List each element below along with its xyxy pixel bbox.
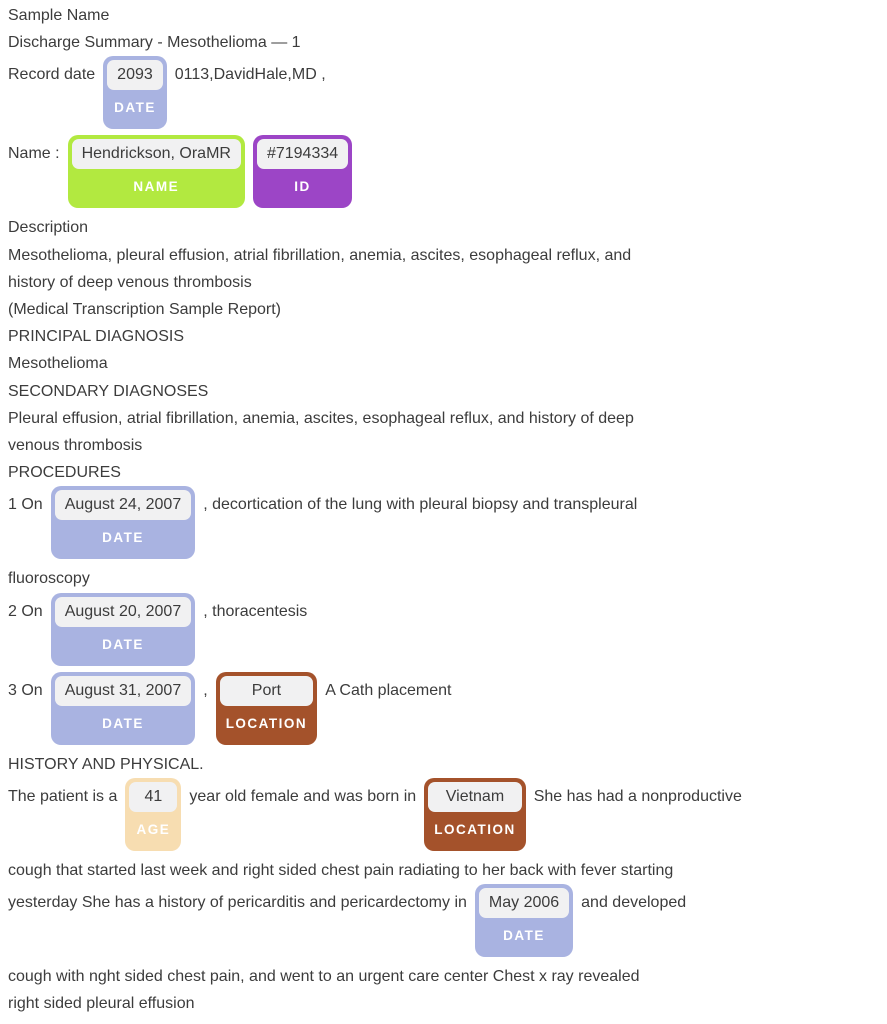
text-line [8,565,887,592]
text-line [8,432,887,459]
entity-label: AGE [136,821,171,837]
text-segment: and developed [581,894,687,912]
entity-value: 2093 [107,60,163,90]
entity-chip-age[interactable] [125,778,181,851]
text-segment: Name : [8,145,60,163]
text-line [8,990,887,1017]
entity-value: Vietnam [428,782,522,812]
text-segment: SECONDARY DIAGNOSES [8,382,209,400]
entity-label: DATE [114,100,156,116]
text-line [8,269,887,296]
text-line [8,242,887,269]
text-segment: yesterday She has a history of pericarditis and pericardectomy in [8,894,467,912]
text-segment: cough that started last week and right sided chest pain radiating to her back with fever starting [8,861,674,879]
text-line [8,751,887,778]
entity-chip-date[interactable] [51,486,196,559]
text-line [8,459,887,486]
text-segment: , thoracentesis [203,602,308,620]
entity-label: DATE [102,636,144,652]
text-segment: (Medical Transcription Sample Report) [8,301,281,319]
text-segment: HISTORY AND PHYSICAL. [8,755,204,773]
entity-label: NAME [133,179,180,195]
text-line [8,405,887,432]
text-segment: Sample Name [8,7,110,24]
text-segment: The patient is a [8,787,118,805]
text-segment: 0113,DavidHale,MD , [174,66,326,84]
text-segment: Description [8,219,89,237]
text-segment: fluoroscopy [8,570,90,588]
entity-value: August 20, 2007 [55,597,192,627]
text-line [8,672,887,745]
text-line [8,135,887,208]
entity-value: 41 [129,782,177,812]
text-segment: 3 On [8,681,43,699]
text-line [8,214,887,241]
text-line [8,486,887,559]
text-line [8,778,887,851]
text-line [8,857,887,884]
entity-chip-location[interactable] [424,778,526,851]
entity-value: May 2006 [479,888,569,918]
text-line [8,963,887,990]
entity-value: Port [220,676,314,706]
entity-label: LOCATION [225,715,308,731]
text-segment: Mesothelioma, pleural effusion, atrial fibrillation, anemia, ascites, esophageal reflux, and [8,246,632,264]
text-line [8,378,887,405]
text-segment: Discharge Summary - Mesothelioma — 1 [8,34,301,52]
entity-value: Hendrickson, OraMR [72,139,241,169]
text-line [8,323,887,350]
text-line [8,56,887,129]
text-segment: history of deep venous thrombosis [8,273,252,291]
text-line [8,593,887,666]
entity-chip-date[interactable] [51,672,196,745]
entity-chip-date[interactable] [475,884,573,957]
entity-chip-name[interactable] [68,135,245,208]
entity-chip-date[interactable] [103,56,167,129]
entity-value: August 31, 2007 [55,676,192,706]
text-segment: venous thrombosis [8,437,143,455]
text-segment: Pleural effusion, atrial fibrillation, anemia, ascites, esophageal reflux, and history of deep [8,409,634,427]
text-line [8,2,887,29]
text-segment: Record date [8,66,96,84]
text-segment: right sided pleural effusion [8,995,195,1013]
entity-label: ID [294,179,311,195]
text-line [8,296,887,323]
text-segment: Mesothelioma [8,355,108,373]
text-segment: She has had a nonproductive [533,787,742,805]
entity-label: DATE [102,715,144,731]
text-segment: , decortication of the lung with pleural biopsy and transpleural [203,496,638,514]
entity-value: #7194334 [257,139,348,169]
entity-label: LOCATION [434,821,516,837]
entity-label: DATE [102,530,144,546]
entity-chip-date[interactable] [51,593,196,666]
text-segment: 1 On [8,496,43,514]
text-segment: 2 On [8,602,43,620]
text-segment: PROCEDURES [8,464,121,482]
text-line [8,29,887,56]
entity-value: August 24, 2007 [55,490,192,520]
text-segment: A Cath placement [325,681,452,699]
entity-chip-location[interactable] [216,672,318,745]
text-line [8,884,887,957]
text-segment: , [203,681,208,699]
text-segment: cough with nght sided chest pain, and went to an urgent care center Chest x ray revealed [8,968,640,986]
text-line [8,350,887,377]
text-segment: year old female and was born in [189,787,417,805]
entity-chip-id[interactable] [253,135,352,208]
entity-label: DATE [503,928,545,944]
text-segment: PRINCIPAL DIAGNOSIS [8,328,185,346]
